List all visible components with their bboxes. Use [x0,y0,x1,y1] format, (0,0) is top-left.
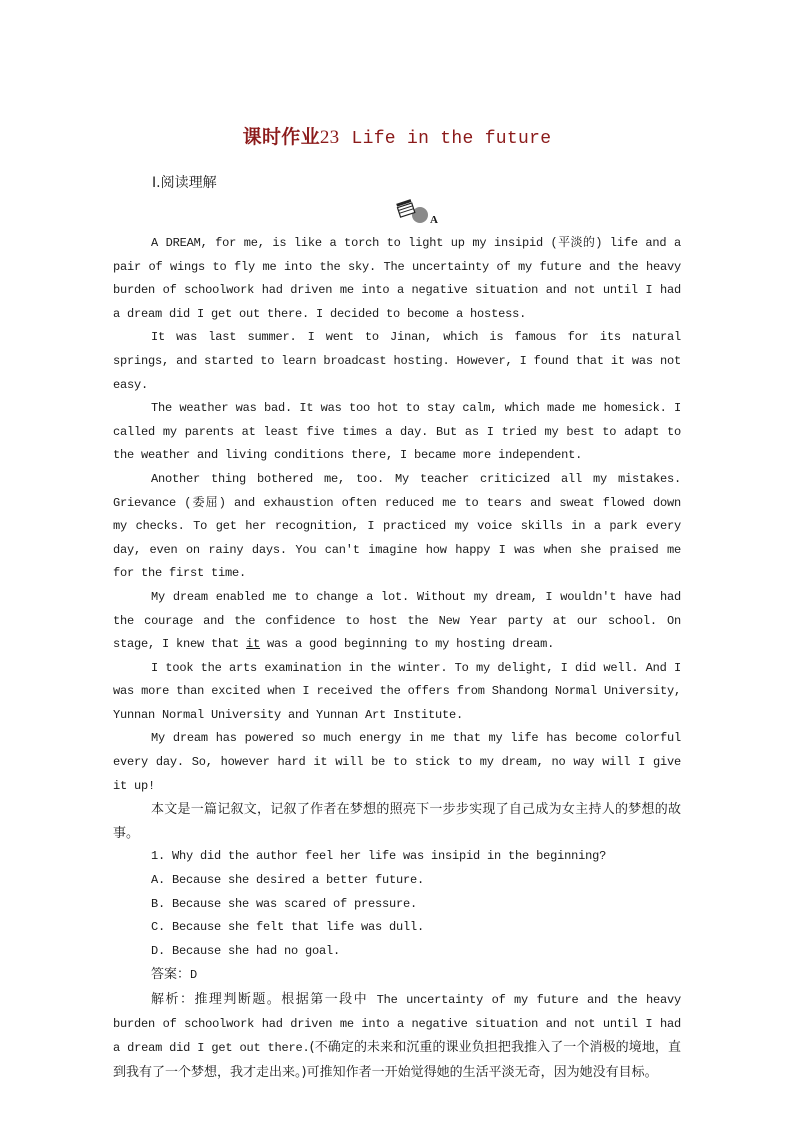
title-cn: 课时作业 [242,127,320,148]
option-a: A. Because she desired a better future. [151,873,425,888]
title-en: Life in the future [351,129,552,149]
passage-letter: A [430,214,438,226]
paragraph-5-part-a: My dream enabled me to change a lot. Without my dream, I wouldn't have had the courage and the confidence to host the New Year party at our school. On stage, I knew that [113,589,681,652]
analysis-part-a: 推理判断题。根据第一段中 [194,992,369,1007]
analysis-label: 解析： [151,992,195,1007]
option-d: D. Because she had no goal. [151,943,341,958]
question-1-stem: 1. Why did the author feel her life was insipid in the beginning? [151,849,607,864]
paragraph-1: A DREAM, for me, is like a torch to light up my insipid (平淡的) life and a pair of wings to fly me into the sky. The uncertainty of my future and the heavy burden of schoolwork had driven me into a negative situation and not until I had a dream did I get out there. I decided to become a hostess. [113,236,681,321]
section-label: Ⅰ.阅读理解 [152,175,217,191]
underlined-it: it [246,637,261,652]
passage-marker [396,198,442,228]
paragraph-6: I took the arts examination in the winter. To my delight, I did well. And I was more than excited when I received the offers from Shandong Normal University, Yunnan Normal University and Yunnan Art Institute. [113,660,681,722]
paragraph-2: It was last summer. I went to Jinan, which is famous for its natural springs, and started to learn broadcast hosting. However, I found that it was not easy. [113,330,681,392]
answer-line [113,963,681,988]
analysis-part-c: (不确定的未来和沉重的课业负担把我推入了一个消极的境地，直到我有了一个梦想，我才走出来。)可推知作者一开始觉得她的生活平淡无奇，因为她没有目标。 [113,1040,681,1080]
passage-body [113,232,681,1085]
analysis-part-b: The uncertainty of my future and the heavy burden of schoolwork had driven me into a negative situation and not until I had a dream did I get out there. [113,993,681,1056]
summary: 本文是一篇记叙文，记叙了作者在梦想的照亮下一步步实现了自己成为女主持人的梦想的故事。 [113,802,681,841]
answer-label: 答案： [151,967,191,983]
answer-value: D [190,968,198,983]
page-title [0,122,794,149]
paragraph-7: My dream has powered so much energy in me that my life has become colorful every day. So, however hard it will be to stick to my dream, no way will I give it up! [113,731,681,793]
option-c: C. Because she felt that life was dull. [151,920,425,935]
option-b: B. Because she was scared of pressure. [151,896,418,911]
title-number: 23 [319,127,340,148]
paragraph-5-part-b: was a good beginning to my hosting dream. [260,637,555,652]
paragraph-3: The weather was bad. It was too hot to stay calm, which made me homesick. I called my parents at least five times a day. But as I tried my best to adapt to the weather and living conditions there, I became more independent. [113,401,681,463]
paragraph-4: Another thing bothered me, too. My teacher criticized all my mistakes. Grievance (委屈) and exhaustion often reduced me to tears and sweat flowed down my checks. To get her recognition, I practiced my voice skills in a park every day, even on rainy days. You can't imagine how happy I was when she praised me for the first time. [113,471,681,581]
paragraph-5 [113,586,681,657]
analysis [113,988,681,1085]
